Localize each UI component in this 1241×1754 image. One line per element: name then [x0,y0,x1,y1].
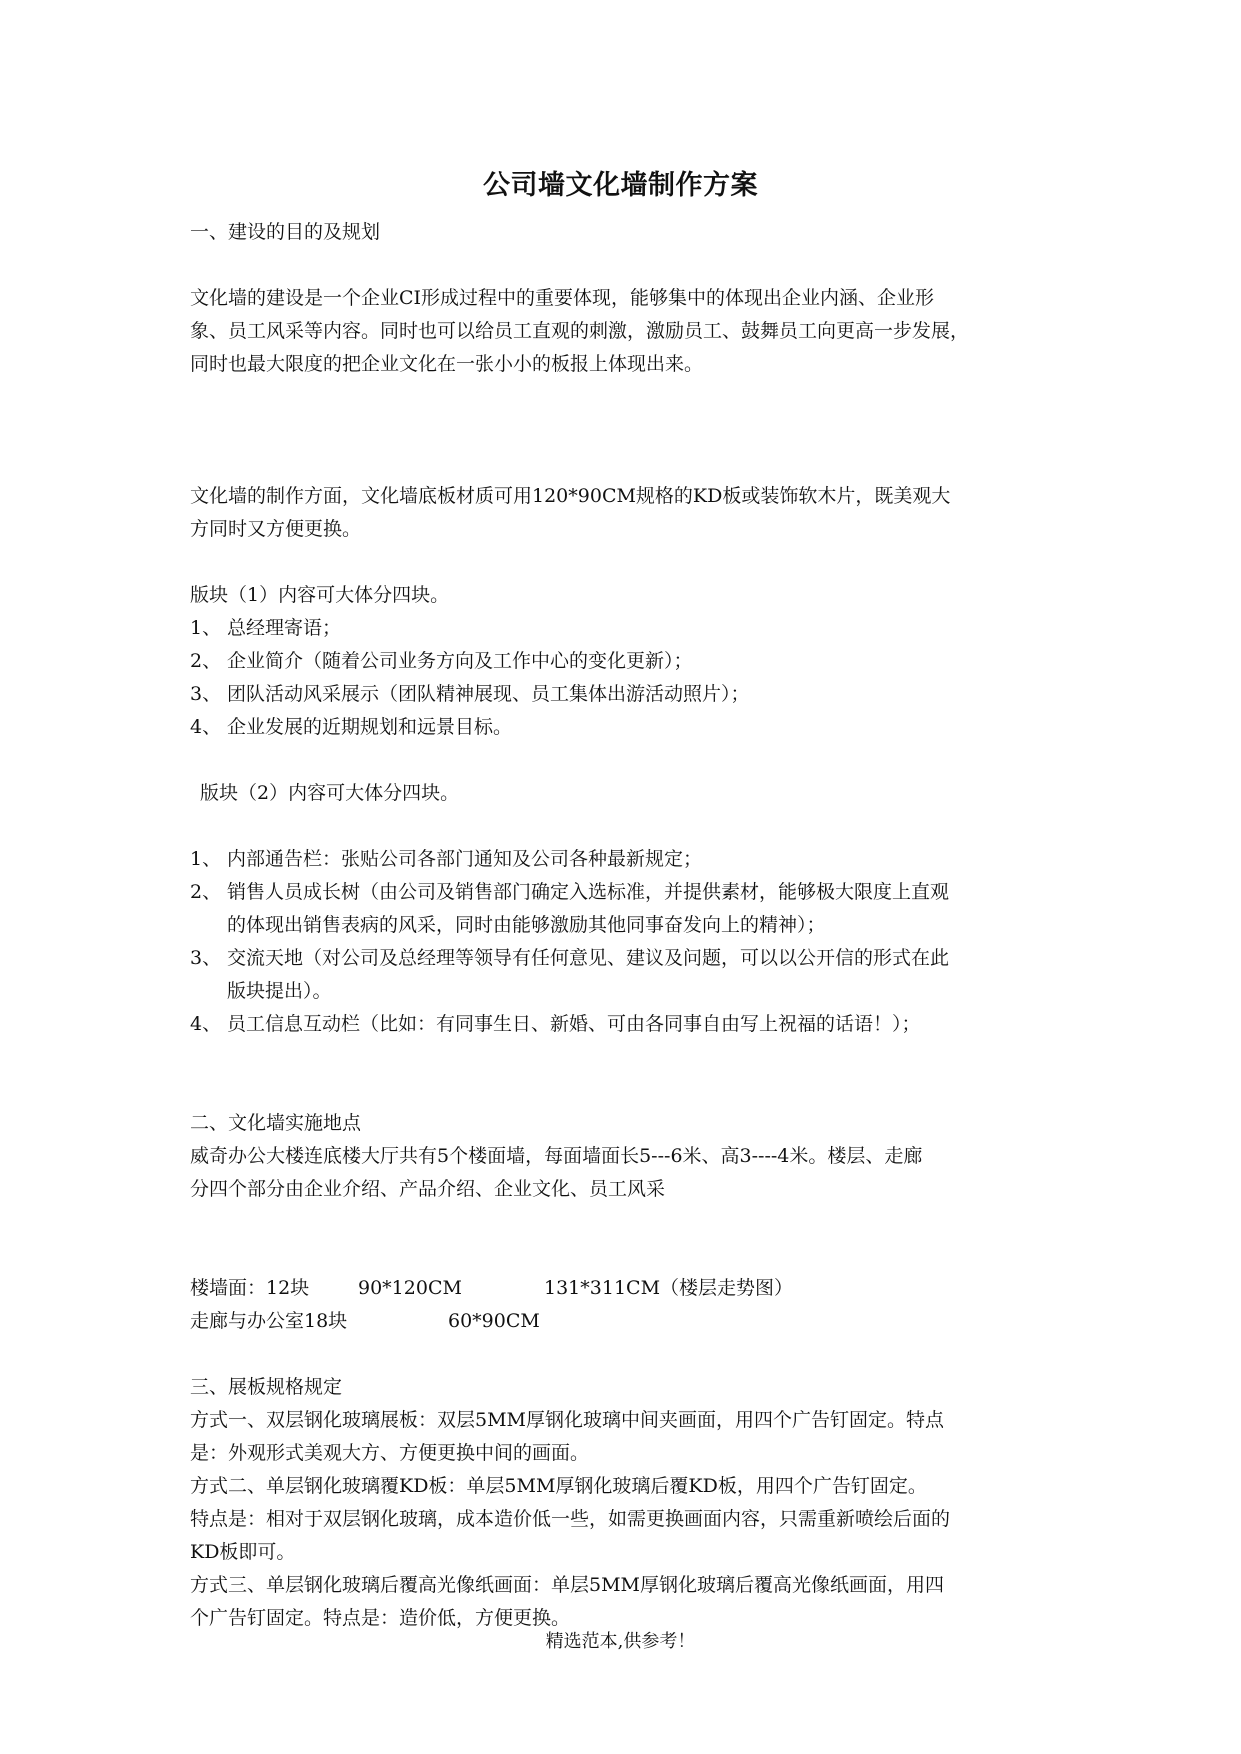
spec-row-wall [190,1272,1050,1305]
list-text [227,843,1050,876]
paragraph-line: 文化墙的建设是一个企业CI形成过程中的重要体现，能够集中的体现出企业内涵、企业形 [190,287,935,309]
list-number: 1、 [190,848,222,870]
section-3-paragraph [190,1404,1050,1635]
block-2-heading: 版块（2）内容可大体分四块。 [200,782,460,804]
spec-row-corridor [190,1305,1050,1338]
document-title: 公司墙文化墙制作方案 [483,170,758,201]
spec-label: 楼墙面：12块 [190,1277,310,1299]
paragraph-line: 方式一、双层钢化玻璃展板：双层5MM厚钢化玻璃中间夹画面，用四个广告钉固定。特点 [190,1409,944,1431]
block-1-heading: 版块（1）内容可大体分四块。 [190,584,450,606]
list-text-line: 版块提出）。 [227,980,332,1002]
list-text: 企业发展的近期规划和远景目标。 [227,716,513,738]
list-text-line: 的体现出销售表病的风采，同时由能够激励其他同事奋发向上的精神）； [227,914,826,936]
list-number: 4、 [190,716,222,738]
document-body [190,216,1050,1635]
paragraph-line: 个广告钉固定。特点是：造价低，方便更换。 [190,1607,571,1629]
list-number: 1、 [190,617,222,639]
paragraph-line: 分四个部分由企业介绍、产品介绍、企业文化、员工风采 [190,1178,666,1200]
spec-size: 90*120CM [358,1277,462,1299]
paragraph-line: 象、员工风采等内容。同时也可以给员工直观的刺激，激励员工、鼓舞员工向更高一步发展， [190,320,970,342]
spec-size: 60*90CM [448,1310,540,1332]
list-text-line: 销售人员成长树（由公司及销售部门确定入选标准，并提供素材，能够极大限度上直观 [227,881,950,903]
paragraph-line: 同时也最大限度的把企业文化在一张小小的板报上体现出来。 [190,353,704,375]
spec-extra: 131*311CM（楼层走势图） [544,1277,794,1299]
section-2-heading: 二、文化墙实施地点 [190,1112,362,1134]
spec-label: 走廊与办公室18块 [190,1310,348,1332]
list-text [227,942,1050,1008]
list-item [190,1008,1050,1041]
section-1-heading: 一、建设的目的及规划 [190,221,381,243]
paragraph-line: 方式二、单层钢化玻璃覆KD板：单层5MM厚钢化玻璃后覆KD板，用四个广告钉固定。 [190,1475,927,1497]
list-text-line: 内部通告栏：张贴公司各部门通知及公司各种最新规定； [227,848,703,870]
page-footer: 精选范本,供参考！ [545,1631,696,1652]
list-item [190,876,1050,942]
paragraph-line: 方同时又方便更换。 [190,518,362,540]
paragraph-line: 特点是：相对于双层钢化玻璃，成本造价低一些，如需更换画面内容，只需重新喷绘后面的 [190,1508,951,1530]
list-text-line: 员工信息互动栏（比如：有同事生日、新婚、可由各同事自由写上祝福的话语！）； [227,1013,921,1035]
list-text: 企业简介（随着公司业务方向及工作中心的变化更新）； [227,650,693,672]
section-3-heading: 三、展板规格规定 [190,1376,343,1398]
list-number: 4、 [190,1013,222,1035]
paragraph-line: 文化墙的制作方面，文化墙底板材质可用120*90CM规格的KD板或装饰软木片，既美观大 [190,485,951,507]
list-item [190,645,1050,678]
list-text [227,1008,1050,1041]
block-2-list [190,843,1050,1041]
list-item [190,942,1050,1008]
list-item [190,612,1050,645]
list-number: 2、 [190,650,222,672]
list-text-line: 交流天地（对公司及总经理等领导有任何意见、建议及问题，可以以公开信的形式在此 [227,947,950,969]
list-text: 团队活动风采展示（团队精神展现、员工集体出游活动照片）； [227,683,750,705]
list-number: 3、 [190,947,222,969]
list-text: 总经理寄语； [227,617,342,639]
list-text [227,876,1050,942]
section-1-paragraph-1 [190,282,1050,381]
list-number: 3、 [190,683,222,705]
list-item [190,678,1050,711]
list-item [190,843,1050,876]
list-number: 2、 [190,881,222,903]
paragraph-line: 是：外观形式美观大方、方便更换中间的画面。 [190,1442,590,1464]
block-1-list [190,612,1050,744]
paragraph-line: KD板即可。 [190,1541,296,1563]
section-2-paragraph [190,1140,1050,1206]
paragraph-line: 方式三、单层钢化玻璃后覆高光像纸画面：单层5MM厚钢化玻璃后覆高光像纸画面，用四 [190,1574,944,1596]
paragraph-line: 威奇办公大楼连底楼大厅共有5个楼面墙，每面墙面长5---6米、高3----4米。楼层、走廊 [190,1145,923,1167]
list-item [190,711,1050,744]
section-1-paragraph-2 [190,480,1050,546]
